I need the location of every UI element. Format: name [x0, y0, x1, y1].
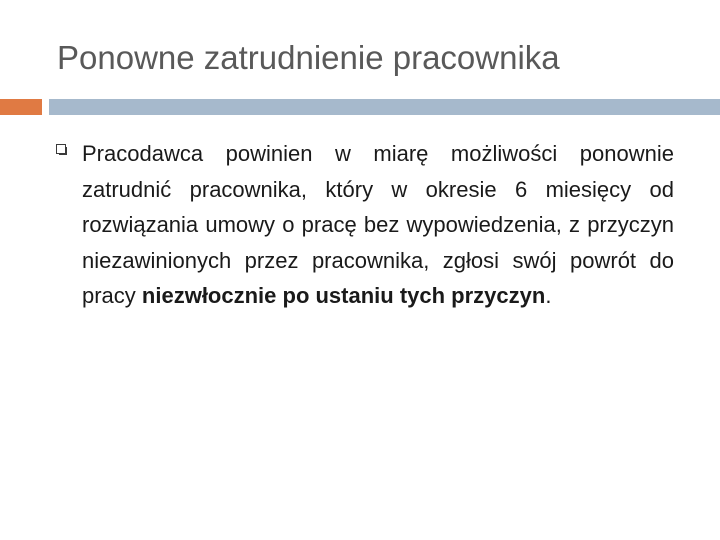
bullet-text-end: . [545, 283, 552, 308]
bullet-text [82, 136, 674, 314]
bullet-text-regular: Pracodawca powinien w miarę możliwości ponownie zatrudnić pracownika, który w okresie 6 miesięcy od rozwiązania umowy o pracę bez wypowiedzenia, z przyczyn niezawinionych przez pracownika, zgłosi swój powrót do pracy [82, 141, 674, 308]
slide-title: Ponowne zatrudnienie pracownika [57, 39, 560, 76]
accent-bar [0, 99, 42, 115]
title-rule-bar [49, 99, 720, 115]
bullet-text-emphasis: niezwłocznie po ustaniu tych przyczyn [141, 283, 546, 308]
hollow-square-bullet-icon [56, 144, 66, 154]
